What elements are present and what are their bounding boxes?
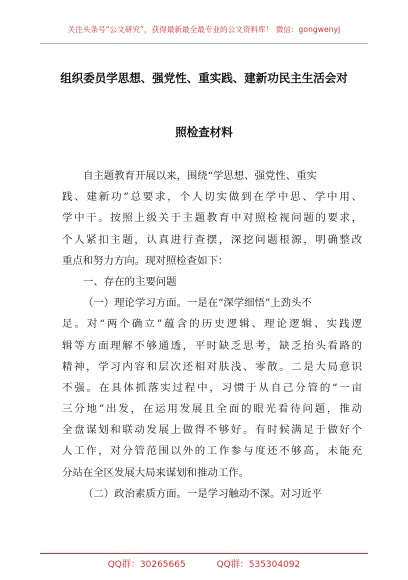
body-line: 足。对“两个确立”蕴含的历史逻辑、理论逻辑、实践逻: [62, 318, 362, 331]
body-line: 分站在全区发展大局来谋划和推动工作。: [62, 466, 250, 479]
body-line: 践、建新功”总要求，个人切实做到在学中思、学中用、: [62, 191, 362, 204]
page-footer: [0, 557, 408, 570]
document-body: [62, 166, 362, 505]
body-line: 自主题教育开展以来，围绕“学思想、强党性、重实: [83, 170, 317, 182]
page-header: 关注头条号“公文研究”，获得最新最全最专业的公文资料库！ 微信：gongwenyj: [67, 25, 341, 34]
body-line: 辑等方面理解不够通透，平时缺乏思考，缺乏抬头看路的: [62, 339, 362, 352]
body-line: 学中干。按照上级关于主题教育中对照检视问题的要求，: [62, 212, 362, 225]
body-line: 重点和努力方向。现对照检查如下：: [62, 254, 229, 267]
body-line: （二）政治素质方面。一是学习触动不深。对习近平: [83, 487, 322, 500]
body-line: 个人紧扣主题，认真进行查摆，深挖问题根源，明确整改: [62, 233, 362, 246]
document-title-line-1: 组织委员学思想、强党性、重实践、建新功民主生活会对: [60, 71, 348, 85]
header-divider: [40, 43, 368, 44]
body-line: 不强。在具体抓落实过程中，习惯于从自己分管的“一亩: [62, 381, 362, 394]
body-line: 精神，学习内容和层次还相对肤浅、零散。二是大局意识: [62, 360, 362, 373]
footer-qq-group-2: QQ群：535304092: [216, 560, 301, 570]
document-title-line-2: 照检查材料: [175, 125, 233, 139]
body-line: 人工作，对分管范围以外的工作参与度还不够高，未能充: [62, 445, 362, 458]
footer-divider: [40, 553, 368, 554]
section-heading: 一、存在的主要问题: [83, 275, 177, 288]
footer-qq-group-1: QQ群：30265665: [107, 560, 186, 570]
body-line: （一）理论学习方面。一是在“深学细悟”上劲头不: [83, 297, 312, 310]
body-line: 三分地”出发，在运用发展且全面的眼光看待问题，推动: [62, 403, 362, 416]
body-line: 全盘谋划和联动发展上做得不够好。有时候满足于做好个: [62, 424, 362, 437]
